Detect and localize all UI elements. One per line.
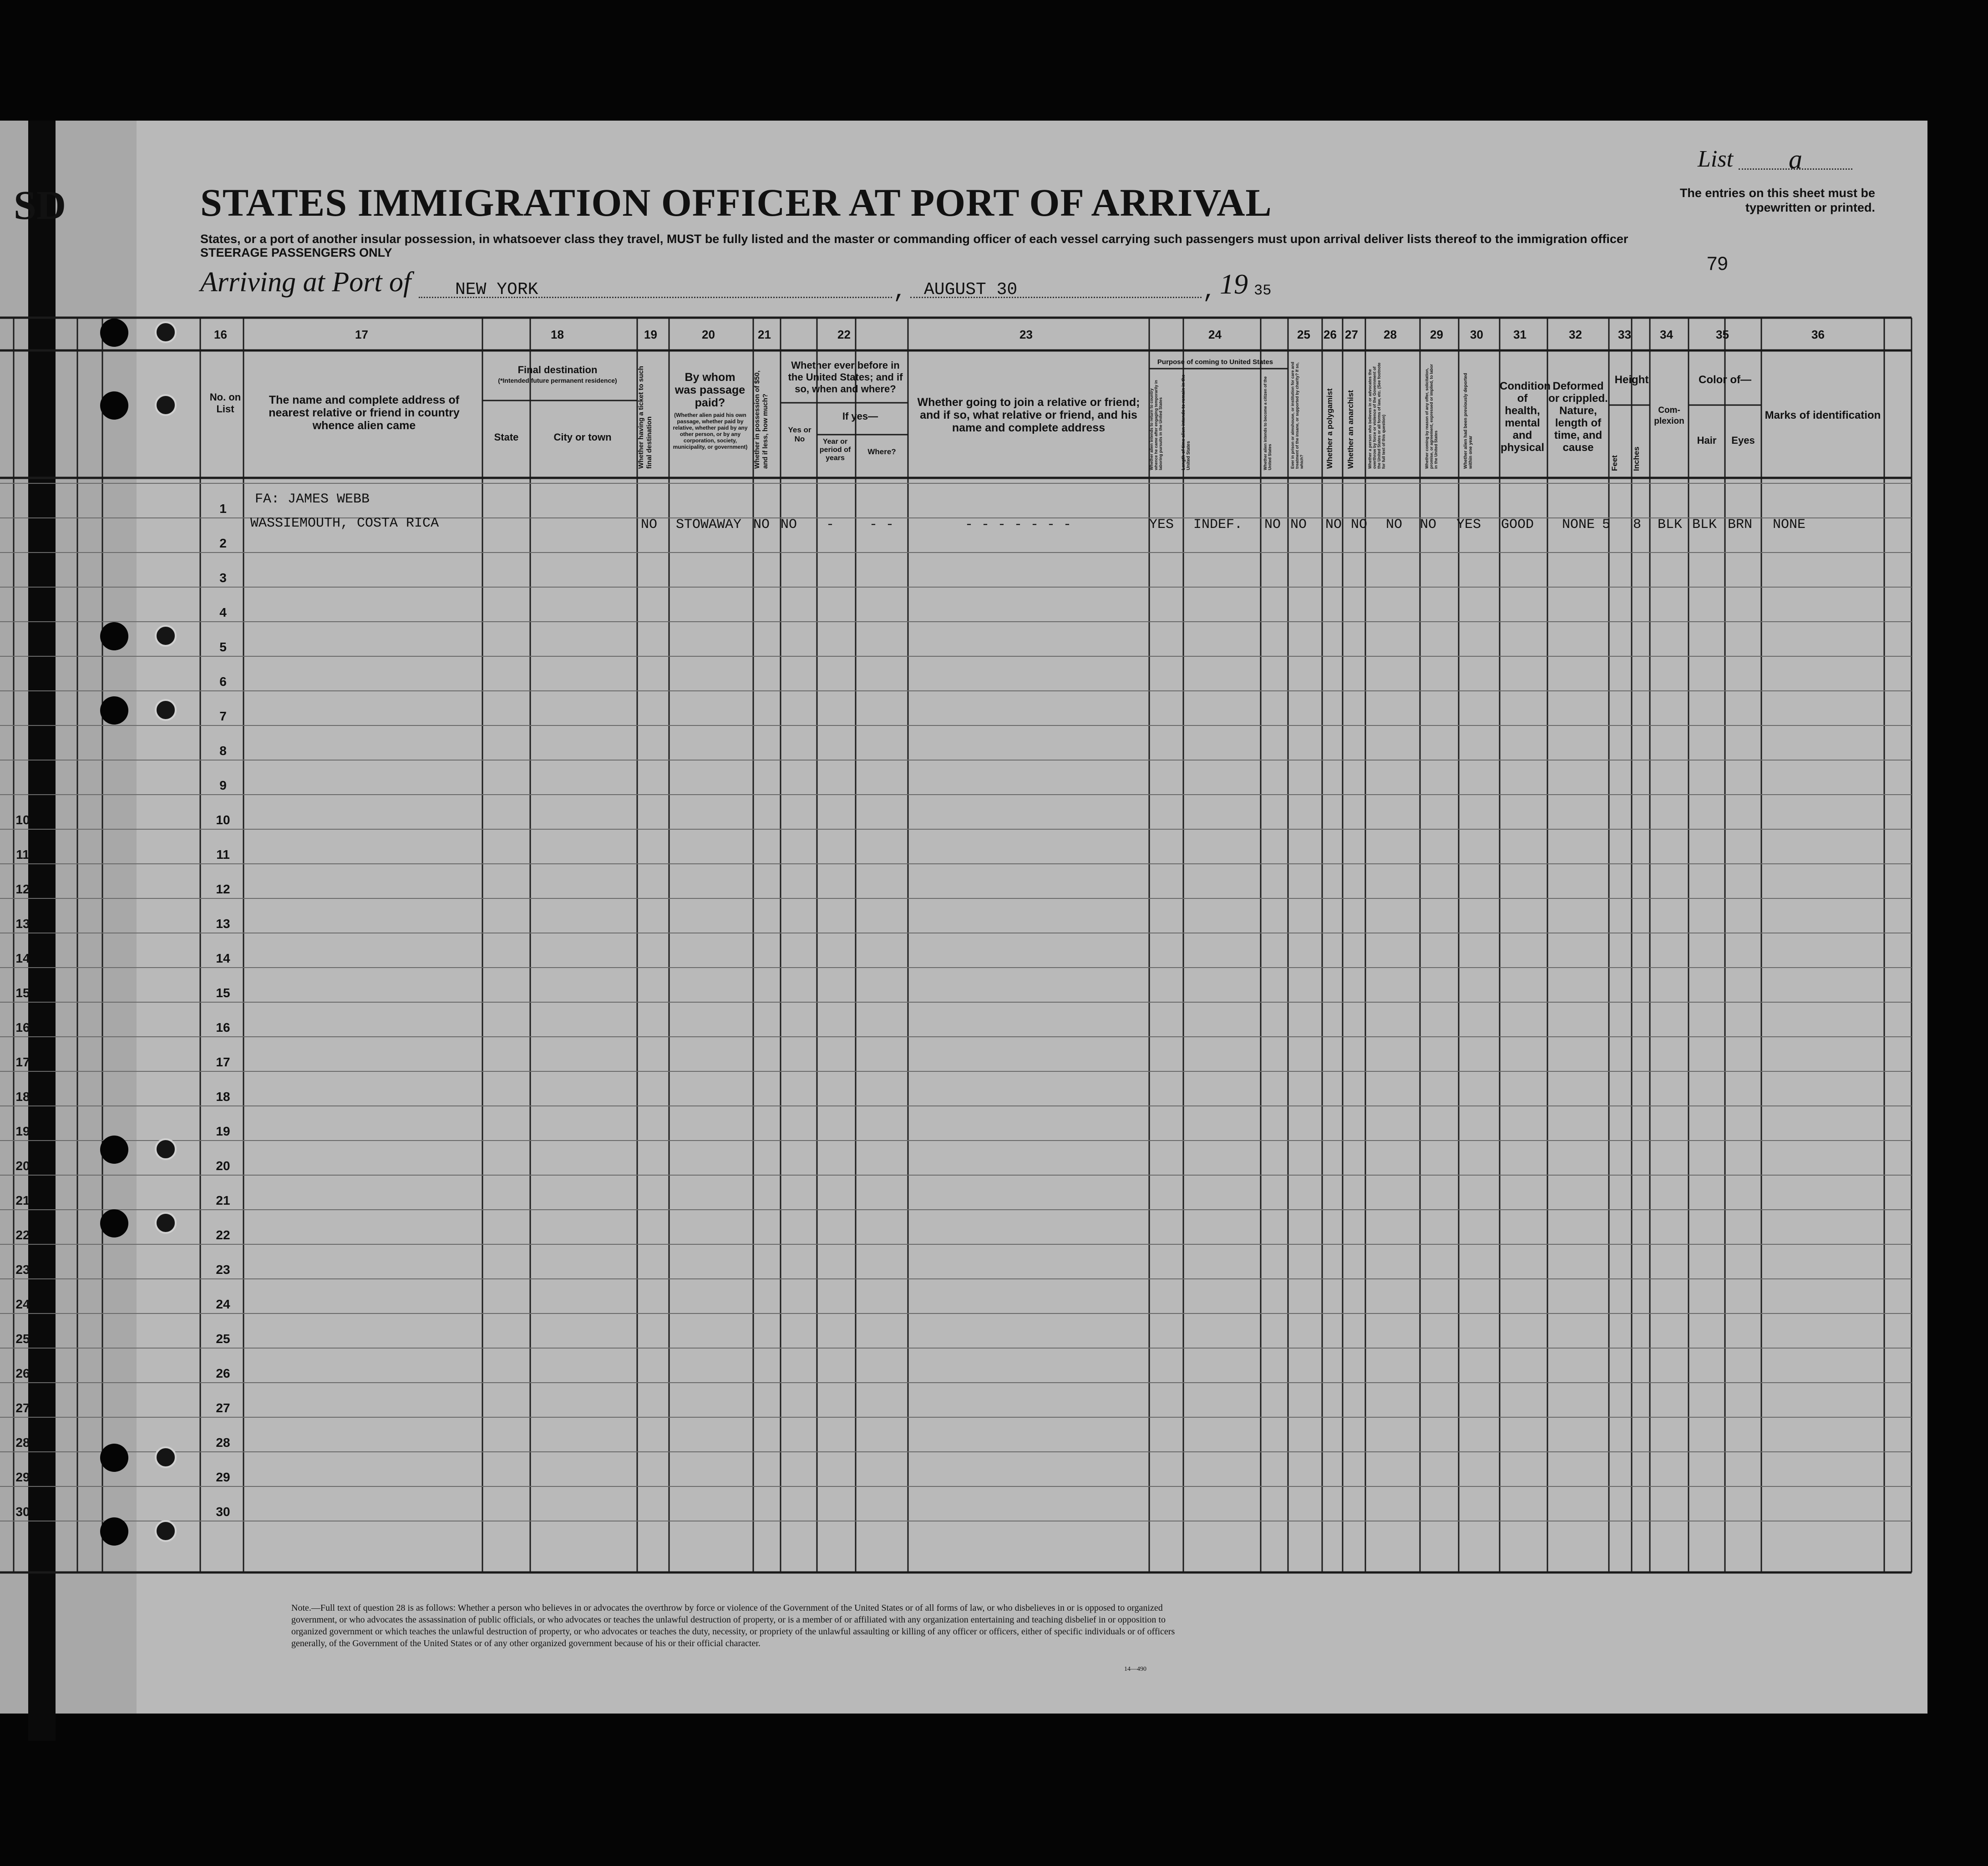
left-row-number: 16 [15,1020,30,1034]
row-number: 2 [219,536,227,550]
before-where-value: - - [869,517,894,532]
column-number: 23 [1019,328,1033,341]
row-number: 22 [216,1228,230,1242]
row-number: 21 [216,1193,230,1207]
col27-header: Whether an anarchist [1346,390,1355,469]
form-subtitle: States, or a port of another insular possession, in whatsoever class they travel, MUST be fully listed and the master or commanding officer of each vessel carrying such passengers must upon arrival deliver lists thereof to the immigration officer [200,232,1628,246]
ticket-value: NO [641,517,658,532]
eyes-value: BRN [1728,517,1753,532]
column-number: 28 [1384,328,1397,341]
row-number: 10 [216,813,230,827]
relative-name: FA: JAMES WEBB [255,492,370,507]
col19-header: Whether having a ticket to such final destination [637,366,653,469]
inches-value: 8 [1633,517,1642,532]
col22-header: Whether ever before in the United States; and if so, when and where? [788,360,903,395]
arriving-label: Arriving at Port of [200,267,411,298]
anarchist-value: NO [1351,517,1368,532]
col28-header: Whether a person who believes in or advocates the overthrow by force or violence of the Government of the United States or all forms of law, etc. (See footnote for full text of this question) [1368,362,1386,469]
marks-value: NONE [1773,517,1806,532]
left-page-title-fragment: SD [14,183,66,228]
col18-city: City or town [553,431,612,443]
left-row-number: 12 [15,882,30,896]
col32-header: Deformed or crippled. Nature, length of time, and cause [1548,380,1608,454]
row-number: 26 [216,1366,230,1380]
footnote-text: Note.—Full text of question 28 is as follows: Whether a person who believes in or advocates the overthrow by force or violence of the Government of the United States or of all forms of law, or who disbelieves in or is opposed to organized government, or who advocates the assassination of public officials, or who advocates or teaches the unlawful destruction of property, or is a member of or affiliated with any organization entertaining and teaching disbelief in or opposition to organized government or which teaches the unlawful destruction of property, or who advocates or teaches the duty, necessity, or propriety of the unlawful assaulting or killing of any officer or officers, either of specific individuals or of officers generally, of the Government of the United States or of any other organized government because of his or their official character. [291,1603,1175,1648]
port-value: NEW YORK [419,280,892,298]
column-number: 36 [1811,328,1825,341]
comma-1: , [893,279,907,304]
col29-header: Whether coming by reason of any offer, solicitation, promise, or agreement, expressed or implied, to labor in the United States [1425,364,1438,469]
left-row-number: 20 [15,1159,30,1173]
polygamist-value: NO [1325,517,1342,532]
left-row-number: 17 [15,1055,30,1069]
binder-hole-ring [155,699,177,721]
row-number: 25 [216,1332,230,1346]
binder-hole [100,622,128,650]
row-number: 14 [216,951,230,965]
col21-header: Whether in possession of $50, and if less, how much? [753,370,769,469]
col35-hair: Hair [1697,435,1717,446]
column-number: 31 [1513,328,1526,341]
col17-header: The name and complete address of nearest relative or friend in country whence alien came [269,394,460,432]
year-suffix: 35 [1254,282,1272,299]
left-row-number: 21 [15,1193,30,1207]
left-row-number: 18 [15,1090,30,1104]
deported-value: YES [1456,517,1481,532]
binder-hole-ring [155,1138,177,1160]
row-number: 20 [216,1159,230,1173]
column-number: 21 [758,328,771,341]
col24-length: Length of time alien intends to remain in the United States [1181,374,1191,470]
column-number: 17 [355,328,368,341]
row-number: 6 [219,674,227,689]
list-label: List [1698,146,1734,172]
left-row-number: 26 [15,1366,30,1380]
form-title: STATES IMMIGRATION OFFICER AT PORT OF ARRIVAL [200,181,1272,224]
join-value: - - - - - - - [965,517,1072,532]
row-number: 27 [216,1401,230,1415]
left-row-number: 10 [15,813,30,827]
column-number: 34 [1660,328,1673,341]
row-number: 5 [219,640,227,654]
row-number: 8 [219,744,227,758]
contract-value: NO [1420,517,1437,532]
binder-hole [100,1517,128,1546]
left-row-number: 22 [15,1228,30,1242]
col35-eyes: Eyes [1731,435,1755,446]
column-number: 33 [1618,328,1631,341]
col23-header: Whether going to join a relative or friend; and if so, what relative or friend, and his name and complete address [917,396,1140,434]
binder-hole-ring [155,321,177,343]
col31-header: Condition of health, mental and physical [1500,380,1551,454]
binder-hole-ring [155,1212,177,1234]
row-number: 3 [219,571,227,585]
col22-where: Where? [867,447,896,456]
column-number: 18 [551,328,564,341]
length-value: INDEF. [1193,517,1243,532]
left-row-number: 27 [15,1401,30,1415]
col22-ifyes: If yes— [842,411,878,422]
passage-value: STOWAWAY [676,517,742,532]
relative-address: WASSIEMOUTH, COSTA RICA [250,516,439,531]
prison-value: NO [1290,517,1307,532]
steerage-label: STEERAGE PASSENGERS ONLY [200,246,392,259]
left-row-number: 30 [15,1505,30,1519]
left-row-number: 25 [15,1332,30,1346]
column-number: 26 [1324,328,1337,341]
col22-year: Year or period of years [819,438,851,462]
left-row-number: 28 [15,1435,30,1450]
row-number: 13 [216,917,230,931]
col24-header: Purpose of coming to United States [1157,358,1273,366]
row-number: 28 [216,1435,230,1450]
row-number: 4 [219,605,227,619]
row-number: 1 [219,502,227,516]
binder-hole-ring [155,1446,177,1468]
binder-hole-ring [155,625,177,647]
row-number: 19 [216,1124,230,1138]
left-row-number: 14 [15,951,30,965]
column-number: 25 [1297,328,1310,341]
row-number: 18 [216,1090,230,1104]
column-number: 22 [837,328,851,341]
comma-2: , [1202,279,1217,304]
col24-citizen: Whether alien intends to become a citizen of the United States [1263,376,1272,470]
col33-feet: Feet [1610,455,1619,471]
column-number: 32 [1569,328,1582,341]
deformed-value: NONE [1562,517,1595,532]
column-number: 16 [214,328,227,341]
complexion-value: BLK [1658,517,1683,532]
binder-hole-ring [155,1520,177,1542]
money-value: NO [753,517,770,532]
row-number: 15 [216,986,230,1000]
col18-sub: (*Intended future permanent residence) [498,377,617,384]
row-number: 29 [216,1470,230,1484]
sheet-number: 79 [1707,253,1728,274]
binder-hole [100,1209,128,1237]
col30-header: Whether alien had been previously deported within one year [1463,373,1473,469]
binder-hole [100,391,128,420]
column-number: 35 [1716,328,1729,341]
date-value: AUGUST 30 [910,280,1202,298]
row-number: 30 [216,1505,230,1519]
list-value: a [1739,144,1852,170]
row-number: 16 [216,1020,230,1034]
left-row-number: 13 [15,917,30,931]
feet-value: 5 [1602,517,1611,532]
col20-sub: (Whether alien paid his own passage, whether paid by relative, whether paid by any other person, or by any corporation, society, municipality, or government) [673,412,748,450]
row-number: 17 [216,1055,230,1069]
col20-header: By whom was passage paid? [674,371,746,409]
binder-hole [100,696,128,725]
column-number: 29 [1430,328,1443,341]
col24-return: Whether alien intends to return to country whence he came after engaging temporarily in laboring pursuits in the United States [1149,380,1163,470]
citizen-value: NO [1264,517,1281,532]
col33-header: Height [1614,374,1649,386]
col33-inches: Inches [1632,446,1641,471]
column-number: 24 [1208,328,1222,341]
binder-hole [100,1444,128,1472]
column-number: 27 [1345,328,1358,341]
binder-hole [100,319,128,347]
hair-value: BLK [1692,517,1717,532]
instruction-text: The entries on this sheet must be typewritten or printed. [1679,186,1875,214]
column-number: 30 [1470,328,1483,341]
row-number: 24 [216,1297,230,1311]
left-row-number: 19 [15,1124,30,1138]
col35-header: Color of— [1699,374,1751,386]
form-number: 14—490 [1124,1666,1146,1673]
row-number: 12 [216,882,230,896]
col26-header: Whether a polygamist [1325,388,1334,469]
left-row-number: 24 [15,1297,30,1311]
left-row-number: 23 [15,1263,30,1277]
before-year-value: - [826,517,835,532]
row-number: 7 [219,709,227,723]
purpose-return-value: YES [1149,517,1174,532]
col18-state: State [494,431,519,443]
binder-hole [100,1136,128,1164]
column-number: 19 [644,328,657,341]
row-number: 23 [216,1263,230,1277]
binder-hole-ring [155,394,177,416]
health-value: GOOD [1501,517,1534,532]
before-value: NO [781,517,797,532]
col16-header: No. on List [209,391,241,415]
col36-header: Marks of identification [1765,409,1881,421]
col34-header: Com-plexion [1654,406,1684,426]
col18-header: Final destination [517,364,598,375]
left-row-number: 15 [15,986,30,1000]
column-number: 20 [702,328,715,341]
row-number: 9 [219,778,227,792]
col22-yesno: Yes or No [788,426,811,443]
left-row-number: 11 [16,847,30,862]
row-number: 11 [216,847,230,862]
col25-header: Ever in prison or almshouse, or institution for care and treatment of the insane, or supported by charity? If so, which? [1290,361,1304,469]
year-prefix: 19 [1220,269,1248,300]
left-row-number: 29 [15,1470,30,1484]
overthrow-value: NO [1386,517,1403,532]
